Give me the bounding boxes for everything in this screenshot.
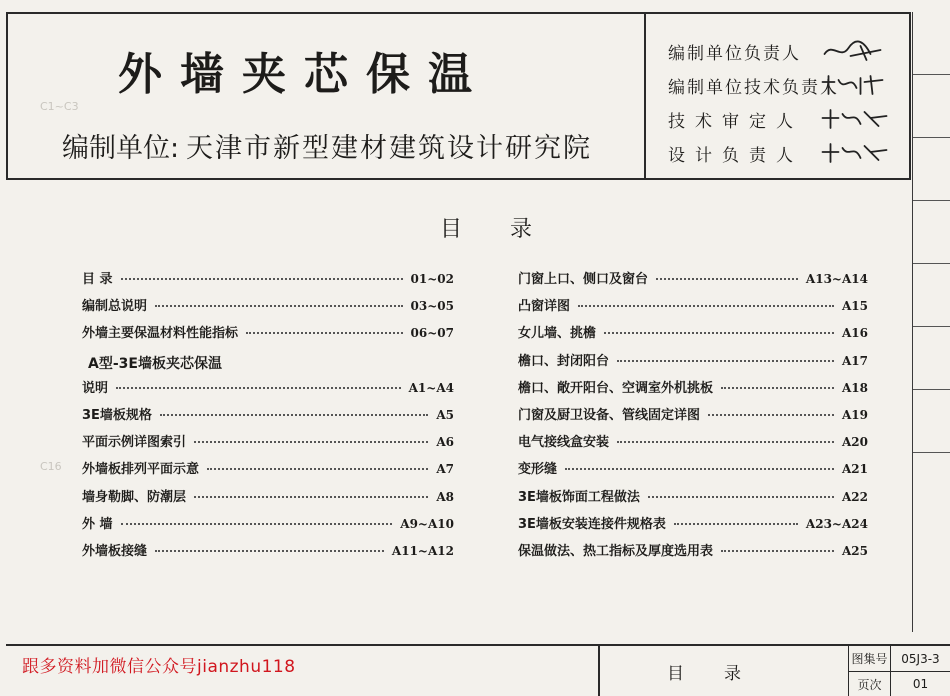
bleed-through-mark: C16 <box>40 460 62 473</box>
toc-entry-title: 门窗上口、侧口及窗台 <box>518 272 649 287</box>
toc-entry-title: 目 录 <box>82 272 113 287</box>
compiler-name: 天津市新型建材建筑设计研究院 <box>186 133 592 164</box>
toc-entry <box>518 540 868 567</box>
dot-leader <box>121 278 403 280</box>
toc-entry <box>82 513 454 540</box>
signature-mark <box>818 140 893 166</box>
toc-entry <box>518 513 868 540</box>
dot-leader <box>674 523 798 525</box>
toc-entry <box>82 377 454 404</box>
toc-entry-page: A11~A12 <box>391 543 454 558</box>
toc-entry-title: 门窗及厨卫设备、管线固定详图 <box>518 407 701 423</box>
binding-edge-strip <box>912 12 950 632</box>
toc-entry <box>518 458 868 485</box>
watermark-text: 跟多资料加微信公众号jianzhu118 <box>22 657 296 677</box>
toc-entry-title: 说明 <box>82 380 109 396</box>
toc-entry-title: 编制总说明 <box>82 299 148 315</box>
toc-entry-page: A17 <box>841 353 868 368</box>
toc-right-column <box>518 268 868 567</box>
toc-entry <box>82 486 454 513</box>
signature-mark <box>818 72 893 98</box>
dot-leader <box>617 360 834 362</box>
responsible-row <box>668 102 903 136</box>
toc-entry <box>518 486 868 513</box>
toc-entry <box>82 268 454 295</box>
toc-entry-title: 电气接线盒安装 <box>518 435 610 451</box>
toc-entry <box>518 322 868 349</box>
dot-leader <box>246 332 403 334</box>
title-block <box>598 644 950 696</box>
toc-entry-title: 女儿墙、挑檐 <box>518 326 597 342</box>
toc-entry-page: 06~07 <box>410 326 454 341</box>
toc-entry <box>518 268 868 295</box>
dot-leader <box>721 387 834 389</box>
responsible-persons <box>668 34 903 170</box>
dot-leader <box>565 468 834 470</box>
page-number-label: 页次 <box>848 672 890 696</box>
dot-leader <box>116 387 401 389</box>
responsible-role: 技术审定人 <box>668 111 803 132</box>
responsible-role: 设计负责人 <box>668 145 803 166</box>
header-divider <box>644 12 646 180</box>
page-title: 外墙夹芯保温 <box>118 49 490 100</box>
responsible-role: 编制单位负责人 <box>668 43 801 64</box>
dot-leader <box>160 414 428 416</box>
toc-title: 目录 <box>440 217 581 242</box>
toc-entry-page: A9~A10 <box>400 516 454 531</box>
toc-entry-page: A1~A4 <box>408 380 454 395</box>
responsible-role: 编制单位技术负责人 <box>668 77 839 98</box>
compiler-label: 编制单位: <box>62 133 180 164</box>
toc-entry-page: A23~A24 <box>805 516 868 531</box>
toc-entry-title: 外墙板排列平面示意 <box>82 462 200 478</box>
responsible-row <box>668 136 903 170</box>
responsible-row <box>668 68 903 102</box>
toc-entry <box>518 350 868 377</box>
toc-entry-title: 外 墙 <box>82 516 113 532</box>
toc-entry-page: A16 <box>841 326 868 341</box>
dot-leader <box>194 441 428 443</box>
toc-entry <box>518 404 868 431</box>
toc-entry <box>518 295 868 322</box>
atlas-number-value: 05J3-3 <box>890 646 950 672</box>
responsible-row <box>668 34 903 68</box>
toc-entry-page: A20 <box>841 435 868 450</box>
toc-entry-page: A25 <box>841 543 868 558</box>
toc-entry <box>518 431 868 458</box>
dot-leader <box>721 550 834 552</box>
toc-entry <box>82 322 454 349</box>
toc-entry-title: 3E墙板规格 <box>82 407 152 423</box>
dot-leader <box>207 468 428 470</box>
toc-entry-title: 檐口、封闭阳台 <box>518 353 610 369</box>
dot-leader <box>578 305 834 307</box>
toc-section-heading: A型-3E墙板夹芯保温 <box>88 356 222 373</box>
page-number-value: 01 <box>890 672 950 696</box>
bleed-through-mark: C1~C3 <box>40 100 79 113</box>
toc-entry-page: A6 <box>436 435 454 450</box>
toc-entry-page: A22 <box>841 489 868 504</box>
toc-entry-page: A13~A14 <box>805 272 868 286</box>
toc-entry-title: 3E墙板安装连接件规格表 <box>518 516 666 532</box>
dot-leader <box>121 523 393 525</box>
dot-leader <box>194 496 428 498</box>
dot-leader <box>604 332 834 334</box>
toc-entry <box>82 540 454 567</box>
toc-entry <box>518 377 868 404</box>
signature-mark <box>818 38 893 64</box>
dot-leader <box>656 278 798 280</box>
title-block-name: 目录 <box>667 663 781 684</box>
toc-entry-page: A5 <box>436 407 454 422</box>
dot-leader <box>648 496 834 498</box>
toc-entry-page: A7 <box>436 462 454 477</box>
header-rule <box>6 178 911 180</box>
toc-entry-title: 墙身勒脚、防潮层 <box>82 489 187 505</box>
toc-entry-title: 3E墙板饰面工程做法 <box>518 489 640 505</box>
toc-entry-page: A18 <box>841 380 868 395</box>
toc-entry-page: A15 <box>841 299 868 314</box>
dot-leader <box>708 414 834 416</box>
toc-entry-title: 檐口、敞开阳台、空调室外机挑板 <box>518 380 714 396</box>
toc-entry-page: A21 <box>841 462 868 477</box>
toc-entry-page: 03~05 <box>410 299 454 314</box>
toc-entry-page: 01~02 <box>410 272 454 286</box>
dot-leader <box>617 441 834 443</box>
toc-entry-title: 凸窗详图 <box>518 299 571 315</box>
toc-entry-page: A8 <box>436 489 454 504</box>
dot-leader <box>155 550 384 552</box>
toc-entry <box>82 458 454 485</box>
toc-entry <box>82 431 454 458</box>
bottom-rule <box>6 644 598 646</box>
toc-entry <box>82 295 454 322</box>
toc-left-column <box>82 268 454 567</box>
toc-entry-title: 平面示例详图索引 <box>82 435 187 451</box>
dot-leader <box>155 305 403 307</box>
toc-entry-page: A19 <box>841 407 868 422</box>
toc-entry-title: 变形缝 <box>518 462 558 478</box>
toc-entry-title: 外墙板接缝 <box>82 543 148 559</box>
toc-entry-title: 外墙主要保温材料性能指标 <box>82 326 239 342</box>
toc-entry <box>82 404 454 431</box>
signature-mark <box>818 106 893 132</box>
toc-entry-title: 保温做法、热工指标及厚度选用表 <box>518 543 714 559</box>
atlas-number-label: 图集号 <box>848 646 890 672</box>
